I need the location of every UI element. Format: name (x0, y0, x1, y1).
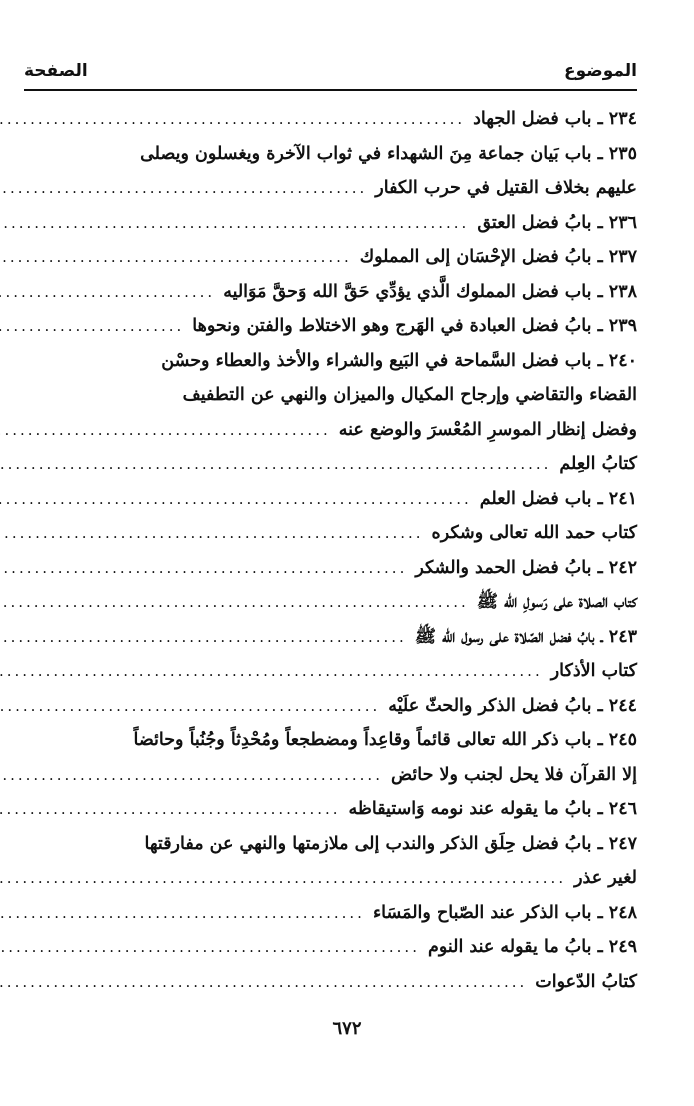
dot-leader (0, 620, 407, 655)
toc-entry-line (22, 654, 637, 689)
dot-leader (0, 792, 341, 827)
dot-leader (0, 240, 352, 275)
entry-title: ٢٤٦ ـ بابُ ما يقوله عند نومه وَاستيقاظه (348, 799, 637, 819)
toc-entry (22, 447, 637, 482)
toc-entry (22, 896, 637, 931)
toc-entry-line (22, 309, 637, 344)
toc-entry-continuation-line (22, 723, 637, 758)
entry-title: ٢٣٥ ـ باب بَيان جماعة مِنَ الشهداء في ثواب الآخرة ويغسلون ويصلى (140, 143, 637, 164)
entry-title: ٢٣٦ ـ بابُ فضل العتق (477, 212, 637, 233)
toc-entry (22, 102, 637, 137)
toc-entry-line (22, 792, 637, 827)
toc-entry (22, 206, 637, 241)
dot-leader (0, 309, 184, 344)
entry-title: ٢٣٤ ـ باب فضل الجهاد (473, 109, 637, 129)
toc-entry (22, 792, 637, 827)
toc-entry-line (22, 551, 637, 586)
toc-entry-continuation-line (22, 378, 637, 413)
dot-leader (0, 689, 380, 724)
toc-entry (22, 827, 637, 896)
entry-title: ٢٤٢ ـ بابُ فضل الحمد والشكر (415, 557, 637, 578)
dot-leader (0, 275, 215, 310)
toc-entry-line (22, 516, 637, 551)
toc-entry (22, 654, 637, 689)
toc-entry (22, 689, 637, 724)
toc-entry-line (22, 896, 637, 931)
toc-entry-line (22, 482, 637, 517)
toc-entry-line (22, 689, 637, 724)
toc-entry (22, 723, 637, 792)
page-column-heading: الصفحة (24, 61, 88, 81)
toc-entry (22, 620, 637, 655)
dot-leader (0, 516, 424, 551)
toc-entry-line (22, 861, 637, 896)
toc-entry (22, 516, 637, 551)
entry-title: ٢٣٨ ـ باب فضل المملوك الَّذي يؤدِّي حَقَّ الله وَحقَّ مَوَاليه (223, 281, 637, 302)
toc-entry (22, 309, 637, 344)
page-number: ٦٧٢ (332, 1018, 362, 1039)
dot-leader (0, 930, 420, 965)
dot-leader (0, 482, 472, 517)
entry-title: ٢٤٨ ـ باب الذكر عند الصّباح والمَسَاء (372, 902, 637, 923)
entry-title: القضاء والتقاضي وإرجاح المكيال والميزان والنهي عن التطفيف (182, 385, 637, 405)
entry-title: وفضل إنظار الموسرِ المُعْسرَ والوضع عنه (338, 419, 637, 440)
dot-leader (0, 102, 465, 137)
dot-leader (0, 551, 407, 586)
toc-entry-line (22, 447, 637, 482)
entry-title: كتابُ العِلم (559, 454, 637, 474)
entry-title: ٢٤٥ ـ باب ذكر الله تعالى قائماً وقاعِداً ومضطجعاً ومُحْدِثاً وجُنُباً وحائضاً (133, 730, 637, 750)
entry-title: كتاب الصلاة على رَسولِ الله ﷺ (476, 592, 637, 612)
dot-leader (0, 447, 551, 482)
table-header (24, 56, 637, 86)
dot-leader (0, 413, 331, 448)
entry-title: كتاب حمد الله تعالى وشكره (431, 523, 637, 543)
toc-entry-line (22, 930, 637, 965)
toc-entry-line (22, 102, 637, 137)
toc-entry (22, 585, 637, 620)
header-rule (24, 89, 637, 91)
entry-title: إلا القرآن فلا يحل لجنب ولا حائض (390, 764, 637, 785)
dot-leader (0, 585, 469, 620)
entry-title: كتاب الأذكار (550, 661, 637, 681)
entry-title: ٢٤٩ ـ بابُ ما يقوله عند النوم (427, 937, 637, 957)
toc-entry-line (22, 206, 637, 241)
entry-title: ٢٣٧ ـ بابُ فضل الإحْسَان إلى المملوك (359, 247, 637, 267)
entry-title: ٢٤٤ ـ بابُ فضل الذكر والحثّ علَيْه (388, 695, 637, 716)
toc-entry-line (22, 171, 637, 206)
entry-title: كتابُ الدّعوات (535, 971, 637, 992)
dot-leader (0, 171, 367, 206)
toc-entry (22, 930, 637, 965)
topic-column-heading: الموضوع (564, 61, 637, 81)
dot-leader (0, 758, 383, 793)
toc-entry-line (22, 275, 637, 310)
toc-entry-continuation-line (22, 137, 637, 172)
toc-entry (22, 344, 637, 448)
toc-entry-line (22, 620, 637, 655)
dot-leader (0, 861, 566, 896)
toc-entry (22, 275, 637, 310)
entry-title: ٢٤٣ ـ بابُ فضل الصّلاة على رسول الله ﷺ (414, 626, 637, 647)
toc-entry (22, 482, 637, 517)
entry-title: ٢٤٠ ـ باب فضل السَّماحة في البَيع والشراء والأخذ والعطاء وحسْن (161, 350, 637, 371)
toc-entry-line (22, 758, 637, 793)
toc-entry (22, 240, 637, 275)
entry-title: ٢٤٧ ـ بابُ فضل حِلَق الذكر والندب إلى ملازمتها والنهي عن مفارقتها (144, 833, 637, 854)
dot-leader (0, 654, 543, 689)
toc-entry (22, 137, 637, 206)
entry-title: ٢٣٩ ـ بابُ فضل العبادة في الهَرج وهو الاختلاط والفتن ونحوها (192, 316, 637, 336)
toc-entry-continuation-line (22, 827, 637, 862)
toc-entry (22, 965, 637, 1000)
entry-title: عليهم بخلاف القتيل في حرب الكفار (375, 178, 637, 198)
table-of-contents (22, 102, 637, 999)
entry-title: ٢٤١ ـ باب فضل العلم (479, 488, 637, 509)
toc-entry-line (22, 585, 637, 620)
dot-leader (0, 965, 527, 1000)
dot-leader (0, 896, 365, 931)
toc-entry-continuation-line (22, 344, 637, 379)
entry-title: لغير عذر (574, 868, 637, 888)
dot-leader (0, 206, 469, 241)
toc-entry-line (22, 413, 637, 448)
toc-entry-line (22, 240, 637, 275)
toc-entry-line (22, 965, 637, 1000)
toc-entry (22, 551, 637, 586)
